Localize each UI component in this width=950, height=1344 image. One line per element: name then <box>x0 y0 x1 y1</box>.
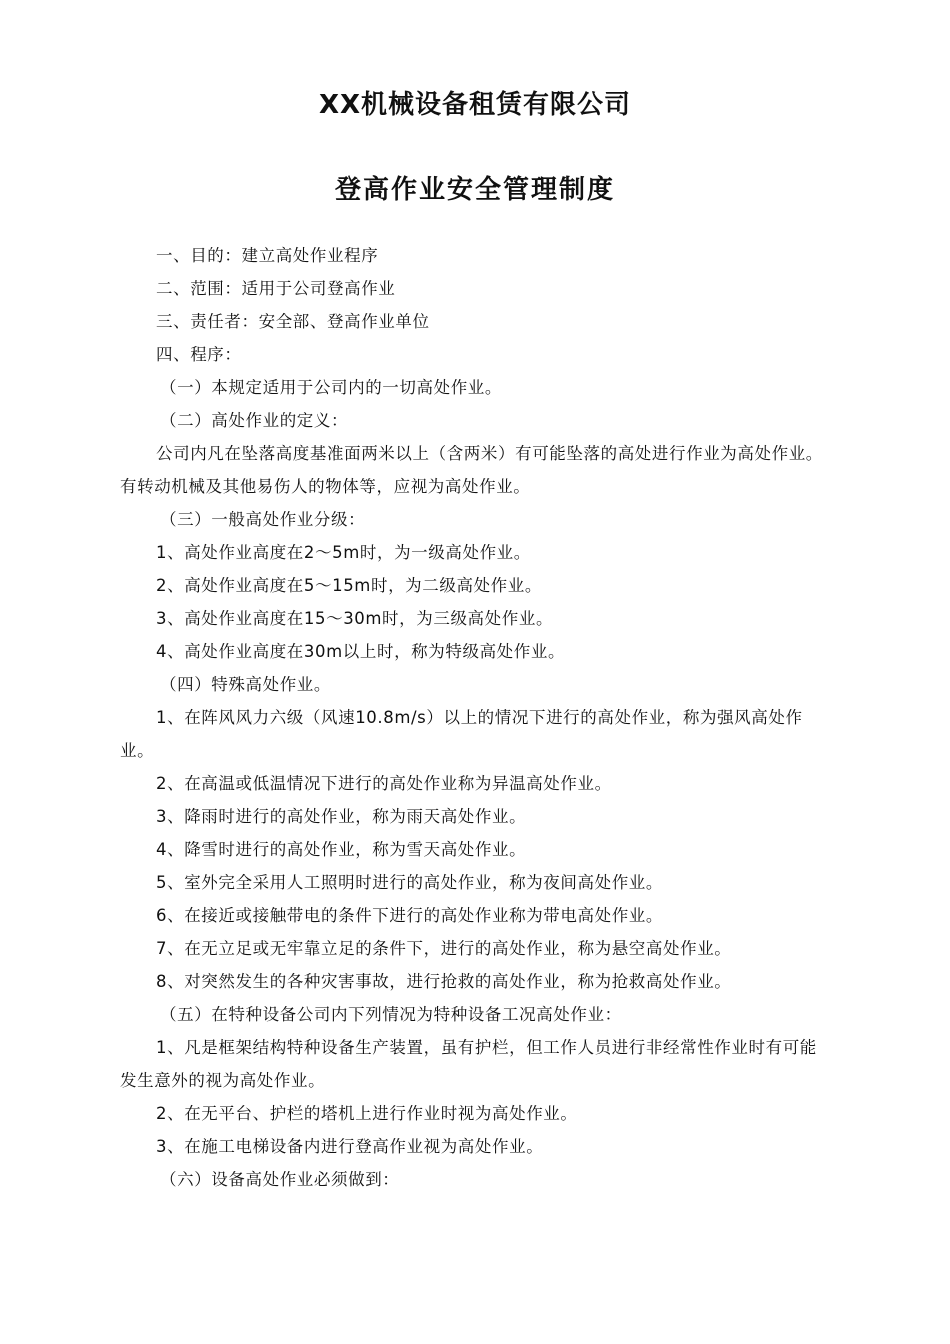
paragraph: 2、在高温或低温情况下进行的高处作业称为异温高处作业。 <box>156 774 612 793</box>
paragraph: 三、责任者：安全部、登高作业单位 <box>156 312 430 331</box>
paragraph: （二）高处作业的定义： <box>160 411 349 430</box>
paragraph: 一、目的：建立高处作业程序 <box>156 246 379 265</box>
paragraph: 四、程序： <box>156 345 242 364</box>
paragraph: 3、高处作业高度在15～30m时，为三级高处作业。 <box>156 609 554 628</box>
paragraph: 公司内凡在坠落高度基准面两米以上（含两米）有可能坠落的高处进行作业为高处作业。有转动机械及其他易伤人的物体等，应视为高处作业。 <box>120 444 823 496</box>
paragraph: 2、在无平台、护栏的塔机上进行作业时视为高处作业。 <box>156 1104 578 1123</box>
paragraph: 4、降雪时进行的高处作业，称为雪天高处作业。 <box>156 840 527 859</box>
paragraph: （四）特殊高处作业。 <box>160 675 331 694</box>
paragraph: 3、在施工电梯设备内进行登高作业视为高处作业。 <box>156 1137 544 1156</box>
paragraph: 4、高处作业高度在30m以上时，称为特级高处作业。 <box>156 642 566 661</box>
paragraph: 7、在无立足或无牢靠立足的条件下，进行的高处作业，称为悬空高处作业。 <box>156 939 732 958</box>
paragraph: 6、在接近或接触带电的条件下进行的高处作业称为带电高处作业。 <box>156 906 663 925</box>
document-title: 登高作业安全管理制度 <box>334 175 615 205</box>
paragraph: （三）一般高处作业分级： <box>160 510 366 529</box>
paragraph: 5、室外完全采用人工照明时进行的高处作业，称为夜间高处作业。 <box>156 873 663 892</box>
paragraph: 1、在阵风风力六级（风速10.8m/s）以上的情况下进行的高处作业，称为强风高处作业。 <box>120 708 803 760</box>
paragraph: 1、凡是框架结构特种设备生产装置，虽有护栏，但工作人员进行非经常性作业时有可能发生意外的视为高处作业。 <box>120 1038 817 1090</box>
paragraph: （六）设备高处作业必须做到： <box>160 1170 400 1189</box>
paragraph: 2、高处作业高度在5～15m时，为二级高处作业。 <box>156 576 542 595</box>
paragraph: （五）在特种设备公司内下列情况为特种设备工况高处作业： <box>160 1005 622 1024</box>
company-name: XX机械设备租赁有限公司 <box>318 90 632 120</box>
paragraph: 8、对突然发生的各种灾害事故，进行抢救的高处作业，称为抢救高处作业。 <box>156 972 732 991</box>
paragraph: 3、降雨时进行的高处作业，称为雨天高处作业。 <box>156 807 527 826</box>
paragraph: （一）本规定适用于公司内的一切高处作业。 <box>160 378 502 397</box>
paragraph: 二、范围：适用于公司登高作业 <box>156 279 396 298</box>
paragraph: 1、高处作业高度在2～5m时，为一级高处作业。 <box>156 543 531 562</box>
document-body <box>120 239 832 1196</box>
